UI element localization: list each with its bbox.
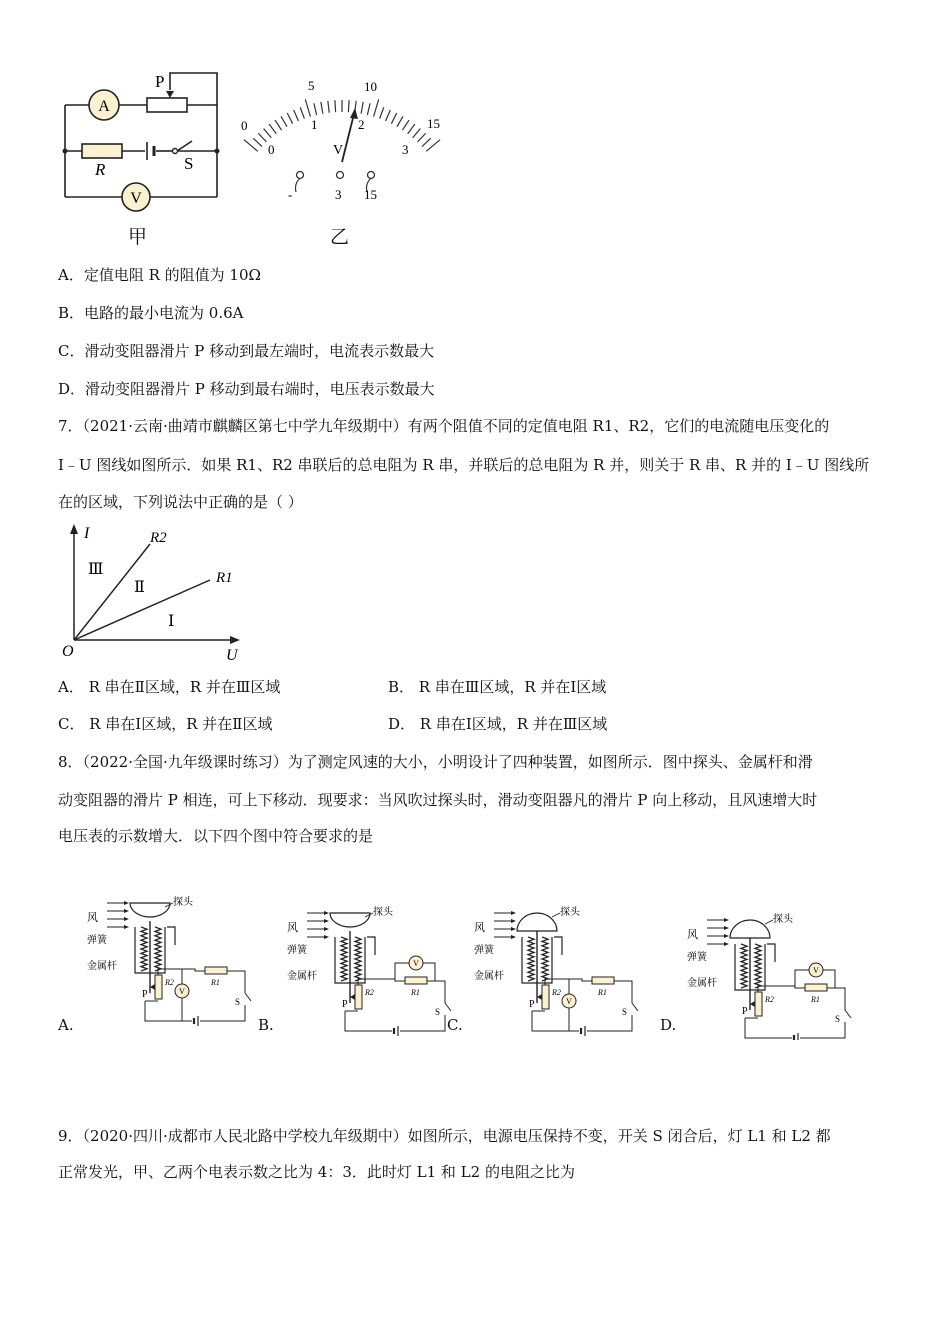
- slider-p-label: P: [142, 989, 148, 1000]
- voltmeter-label: V: [179, 987, 185, 996]
- resistor-r2: [155, 975, 162, 999]
- spring-coil: [542, 937, 548, 981]
- dial-upper-10: 10: [364, 79, 377, 94]
- wire-bottom-right: [400, 1015, 445, 1031]
- dial-tick: [422, 138, 431, 146]
- dial-tick: [348, 100, 349, 112]
- resistor-label: R: [95, 160, 106, 179]
- rod-label: 金属杆: [474, 971, 504, 982]
- slider-resistor: [147, 98, 187, 112]
- q7-option-b: B． R 串在Ⅲ区域，R 并在Ⅰ区域: [388, 678, 607, 696]
- wire-bottom-right: [200, 1005, 245, 1021]
- wind-label: 风: [87, 912, 98, 924]
- probe-leader: [765, 920, 773, 924]
- wind-arrowhead: [511, 919, 516, 923]
- switch-blade: [845, 1010, 851, 1018]
- wire-bottom-left: [532, 1011, 579, 1031]
- dial-tick: [287, 113, 292, 124]
- spring-label: 弹簧: [474, 945, 494, 956]
- probe-label: 探头: [773, 914, 793, 925]
- dial-tick: [253, 138, 262, 146]
- spring-coil: [341, 937, 347, 981]
- q7-option-c: C． R 串在Ⅰ区域，R 并在Ⅱ区域: [58, 715, 273, 733]
- switch-label: S: [184, 154, 194, 173]
- wind-device-c: [472, 903, 642, 1038]
- wire-bottom-right: [587, 1015, 632, 1031]
- wind-label: 风: [687, 929, 698, 941]
- wire-right: [227, 971, 245, 993]
- switch-s-label: S: [835, 1014, 841, 1024]
- graph-origin-label: O: [62, 643, 74, 660]
- wind-arrowhead: [511, 927, 516, 931]
- dial-lower-1: 1: [311, 117, 318, 132]
- spring-coil: [528, 937, 534, 981]
- rod-label: 金属杆: [87, 961, 117, 972]
- spring-label: 弹簧: [287, 945, 307, 956]
- q6-option-b: B．电路的最小电流为 0.6A: [58, 304, 244, 322]
- dial-tick: [426, 140, 440, 152]
- switch-blade: [632, 1003, 638, 1011]
- wind-arrowhead: [511, 935, 516, 939]
- wind-arrowhead: [724, 926, 729, 930]
- resistor-r1: [592, 977, 614, 984]
- voltmeter-dial-yi: [238, 72, 448, 207]
- graph-region-3: Ⅲ: [88, 561, 104, 578]
- wire-bottom-right: [800, 1022, 845, 1038]
- housing-wall: [554, 937, 562, 955]
- r1-label: R1: [211, 978, 220, 987]
- spring-coil: [755, 944, 761, 988]
- spring-coil: [741, 944, 747, 988]
- rod-label: 金属杆: [687, 978, 717, 989]
- caption-yi: 乙: [330, 226, 350, 248]
- spring-coil: [355, 937, 361, 981]
- wind-device-b: [285, 903, 455, 1038]
- dial-unit: V: [333, 143, 344, 158]
- dial-tick: [258, 133, 266, 142]
- wind-device-a: [85, 893, 255, 1028]
- housing-wall: [167, 927, 175, 945]
- graph-y-axis-label: I: [84, 525, 90, 542]
- slider-p-label: P: [742, 1006, 748, 1017]
- r2-label: R2: [165, 978, 174, 987]
- resistor-r1: [405, 977, 427, 984]
- wire-right: [614, 981, 632, 1003]
- spring-coil: [141, 927, 147, 971]
- resistor-r2: [755, 992, 762, 1016]
- switch-blade: [245, 993, 251, 1001]
- terminal-15: 15: [364, 187, 377, 202]
- switch-blade: [445, 1003, 451, 1011]
- voltmeter-label: V: [566, 997, 572, 1006]
- wind-label: 风: [474, 922, 485, 934]
- probe-dome: [730, 920, 770, 938]
- q8-stem-line3: 电压表的示数增大．以下四个图中符合要求的是: [58, 827, 374, 845]
- dial-tick: [281, 116, 287, 126]
- dial-upper-15: 15: [427, 116, 440, 131]
- wire-right: [827, 988, 845, 1010]
- dial-tick: [391, 113, 396, 124]
- wind-arrowhead: [724, 918, 729, 922]
- dial-tick: [300, 107, 304, 118]
- wind-arrowhead: [724, 942, 729, 946]
- switch-s-label: S: [235, 997, 241, 1007]
- dial-tick: [305, 99, 310, 116]
- resistor-r2: [355, 985, 362, 1009]
- slider-label: P: [155, 72, 165, 91]
- r2-label: R2: [765, 995, 774, 1004]
- slider-p: [350, 994, 355, 1000]
- iu-graph: [58, 522, 258, 664]
- r1-label: R1: [811, 995, 820, 1004]
- dial-tick: [413, 129, 421, 138]
- dial-tick: [269, 124, 276, 134]
- wind-arrowhead: [124, 925, 129, 929]
- spring-coil: [155, 927, 161, 971]
- graph-region-1: Ⅰ: [168, 613, 175, 630]
- r2-label: R2: [365, 988, 374, 997]
- dial-upper-5: 5: [308, 78, 315, 93]
- spring-label: 弹簧: [87, 935, 107, 946]
- dial-tick: [374, 99, 379, 116]
- terminal-3: 3: [335, 187, 342, 202]
- dial-tick: [402, 120, 409, 130]
- q8-option-a-letter: A.: [58, 1016, 74, 1034]
- rod-label: 金属杆: [287, 971, 317, 982]
- switch-s-label: S: [622, 1007, 628, 1017]
- housing-wall: [367, 937, 375, 955]
- dial-tick: [314, 103, 317, 115]
- resistor-r1: [805, 984, 827, 991]
- dial-tick: [294, 110, 299, 121]
- circuit-diagram-jia: [50, 65, 230, 220]
- wire-bottom-left: [745, 1018, 792, 1038]
- caption-jia: 甲: [128, 226, 148, 248]
- graph-line-r2-label: R2: [150, 530, 167, 546]
- voltmeter-label: V: [413, 959, 419, 968]
- dial-tick: [244, 140, 258, 152]
- housing-wall: [767, 944, 775, 962]
- wind-arrowhead: [324, 935, 329, 939]
- q7-option-a: A． R 串在Ⅱ区域，R 并在Ⅲ区域: [58, 678, 281, 696]
- dial-tick: [361, 102, 363, 114]
- slider-p: [150, 984, 155, 990]
- probe-dome: [517, 913, 557, 931]
- wind-arrowhead: [124, 909, 129, 913]
- q8-stem-line1: 8．（2022·全国·九年级课时练习）为了测定风速的大小，小明设计了四种装置，如图所示．图中探头、金属杆和滑: [58, 753, 813, 771]
- dial-tick: [264, 129, 272, 138]
- dial-lower-2: 2: [358, 117, 365, 132]
- voltmeter-label: V: [813, 966, 819, 975]
- terminal-minus: -: [288, 187, 293, 202]
- wind-arrowhead: [511, 911, 516, 915]
- ammeter-label: A: [98, 98, 110, 115]
- dial-tick: [417, 133, 425, 142]
- dial-upper-0: 0: [241, 118, 248, 133]
- wind-arrowhead: [324, 927, 329, 931]
- wire-right: [427, 981, 445, 1003]
- probe-cup: [130, 903, 170, 917]
- q7-stem-line2: I﹣U 图线如图所示．如果 R1、R2 串联后的总电阻为 R 串，并联后的总电阻为 R 并，则关于 R 串、R 并的 I﹣U 图线所: [58, 456, 870, 474]
- dial-tick: [408, 124, 415, 134]
- q8-option-d-letter: D.: [660, 1016, 677, 1034]
- dial-lower-0: 0: [268, 142, 275, 157]
- spring-label: 弹簧: [687, 952, 707, 963]
- q8-stem-line2: 动变阻器的滑片 P 相连，可上下移动．现要求：当风吹过探头时，滑动变阻器凡的滑片 P 向上移动，且风速增大时: [58, 791, 818, 809]
- wire-bottom-left: [345, 1011, 392, 1031]
- slider-p: [750, 1001, 755, 1007]
- graph-region-2: Ⅱ: [134, 579, 145, 596]
- resistor-r1: [205, 967, 227, 974]
- graph-line-r1-label: R1: [216, 570, 233, 586]
- dial-tick: [386, 110, 391, 121]
- probe-cup: [330, 913, 370, 927]
- slider-p: [537, 994, 542, 1000]
- dial-tick: [367, 103, 370, 115]
- q7-stem-line3: 在的区域，下列说法中正确的是（ ）: [58, 493, 303, 511]
- q7-option-d: D． R 串在Ⅰ区域，R 并在Ⅲ区域: [388, 715, 608, 733]
- wind-label: 风: [287, 922, 298, 934]
- r1-label: R1: [411, 988, 420, 997]
- dial-tick: [380, 107, 384, 118]
- dial-tick: [335, 100, 336, 112]
- wind-device-d: [685, 910, 855, 1040]
- q8-option-c-letter: C.: [447, 1016, 463, 1034]
- dial-tick: [397, 116, 403, 126]
- graph-x-axis-label: U: [226, 647, 238, 664]
- probe-label: 探头: [173, 897, 193, 908]
- q6-option-a: A．定值电阻 R 的阻值为 10Ω: [58, 266, 261, 284]
- dial-tick: [328, 101, 329, 113]
- q9-stem-line2: 正常发光，甲、乙两个电表示数之比为 4：3．此时灯 L1 和 L2 的电阻之比为: [58, 1163, 575, 1181]
- switch-s-label: S: [435, 1007, 441, 1017]
- q6-option-d: D．滑动变阻器滑片 P 移动到最右端时，电压表示数最大: [58, 380, 435, 398]
- probe-label: 探头: [560, 907, 580, 918]
- resistor-r2: [542, 985, 549, 1009]
- q6-option-c: C．滑动变阻器滑片 P 移动到最左端时，电流表示数最大: [58, 342, 435, 360]
- dial-lower-3: 3: [402, 142, 409, 157]
- slider-p-label: P: [529, 999, 535, 1010]
- r1-label: R1: [598, 988, 607, 997]
- dial-tick: [321, 102, 323, 114]
- q9-stem-line1: 9．（2020·四川·成都市人民北路中学校九年级期中）如图所示，电源电压保持不变，开关 S 闭合后，灯 L1 和 L2 都: [58, 1127, 831, 1145]
- wind-arrowhead: [124, 917, 129, 921]
- probe-label: 探头: [373, 907, 393, 918]
- wind-arrowhead: [324, 911, 329, 915]
- resistor-r: [82, 144, 122, 158]
- wire-bottom-left: [145, 1001, 192, 1021]
- wind-arrowhead: [124, 901, 129, 905]
- wind-arrowhead: [724, 934, 729, 938]
- q7-stem-line1: 7．（2021·云南·曲靖市麒麟区第七中学九年级期中）有两个阻值不同的定值电阻 R1、R2，它们的电流随电压变化的: [58, 417, 830, 435]
- dial-tick: [275, 120, 282, 130]
- voltmeter-label: V: [130, 190, 142, 207]
- r2-label: R2: [552, 988, 561, 997]
- q8-option-b-letter: B.: [258, 1016, 274, 1034]
- slider-p-label: P: [342, 999, 348, 1010]
- wind-arrowhead: [324, 919, 329, 923]
- probe-leader: [552, 913, 560, 917]
